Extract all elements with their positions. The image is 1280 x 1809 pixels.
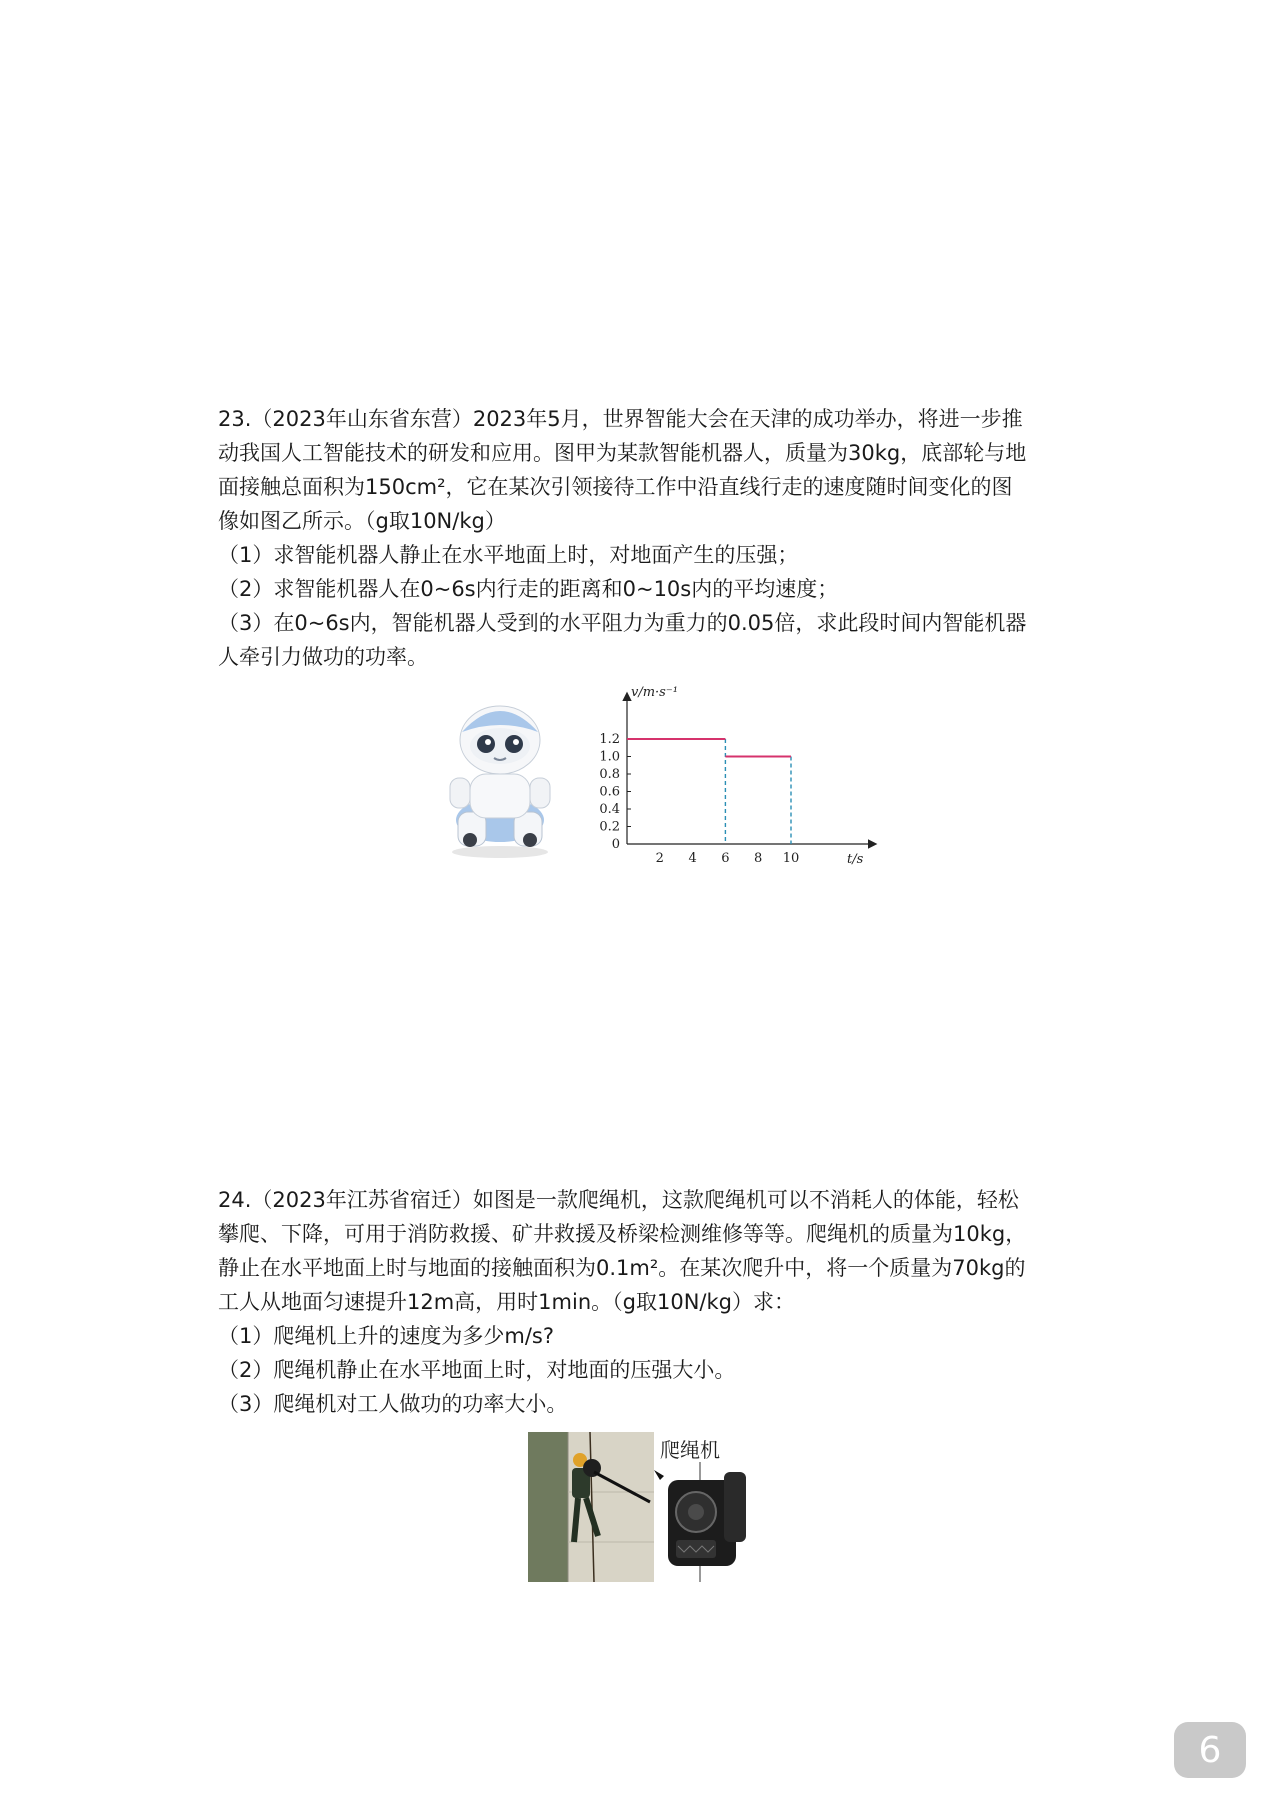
climber-photo bbox=[528, 1432, 654, 1582]
x-axis-label: t/s bbox=[847, 852, 864, 867]
problem-23-line: 面接触总面积为150cm²，它在某次引领接待工作中沿直线行走的速度随时间变化的图 bbox=[218, 475, 1013, 499]
x-tick-label: 2 bbox=[655, 851, 664, 866]
problem-23-line: （3）在0~6s内，智能机器人受到的水平阻力为重力的0.05倍，求此段时间内智能机器 bbox=[218, 611, 1027, 635]
velocity-time-chart bbox=[585, 686, 885, 876]
y-tick-label: 0.6 bbox=[599, 784, 620, 800]
problem-24-line: （1）爬绳机上升的速度为多少m/s? bbox=[218, 1324, 554, 1348]
problem-24 bbox=[218, 1183, 1080, 1421]
problem-24-line: （2）爬绳机静止在水平地面上时，对地面的压强大小。 bbox=[218, 1358, 736, 1382]
x-tick-label: 4 bbox=[688, 851, 697, 866]
rope-climber-label: 爬绳机 bbox=[660, 1438, 720, 1462]
problem-23-line: 像如图乙所示。（g取10N/kg） bbox=[218, 509, 506, 533]
problem-23-line: 23.（2023年山东省东营）2023年5月，世界智能大会在天津的成功举办，将进一步推 bbox=[218, 407, 1023, 431]
problem-24-line: 24.（2023年江苏省宿迁）如图是一款爬绳机，这款爬绳机可以不消耗人的体能，轻松 bbox=[218, 1188, 1019, 1212]
problem-24-line: （3）爬绳机对工人做功的功率大小。 bbox=[218, 1392, 568, 1416]
problem-24-line: 攀爬、下降，可用于消防救援、矿井救援及桥梁检测维修等等。爬绳机的质量为10kg， bbox=[218, 1222, 1027, 1246]
problem-23-line: 动我国人工智能技术的研发和应用。图甲为某款智能机器人，质量为30kg，底部轮与地 bbox=[218, 441, 1027, 465]
y-tick-label: 0 bbox=[611, 837, 620, 852]
x-tick-label: 6 bbox=[721, 851, 730, 866]
x-tick-label: 10 bbox=[782, 851, 800, 866]
y-tick-label: 0.2 bbox=[599, 819, 620, 835]
x-tick-label: 8 bbox=[754, 851, 763, 866]
y-tick-label: 0.8 bbox=[599, 767, 620, 782]
problem-24-line: 静止在水平地面上时与地面的接触面积为0.1m²。在某次爬升中，将一个质量为70kg的 bbox=[218, 1256, 1026, 1280]
rope-climber-device-icon bbox=[654, 1462, 754, 1582]
problem-24-line: 工人从地面匀速提升12m高，用时1min。（g取10N/kg）求： bbox=[218, 1290, 795, 1314]
y-axis-label: v/m·s⁻¹ bbox=[631, 686, 678, 700]
y-tick-label: 0.4 bbox=[599, 802, 620, 817]
problem-23-line: （1）求智能机器人静止在水平地面上时，对地面产生的压强； bbox=[218, 543, 799, 567]
page-number-badge: 6 bbox=[1174, 1722, 1246, 1778]
y-tick-label: 1.2 bbox=[599, 732, 620, 747]
robot-image bbox=[440, 692, 560, 860]
problem-23-line: 人牵引力做功的功率。 bbox=[218, 645, 428, 669]
problem-23-line: （2）求智能机器人在0~6s内行走的距离和0~10s内的平均速度； bbox=[218, 577, 839, 601]
problem-23 bbox=[218, 402, 1080, 674]
rope-climber-figure bbox=[654, 1432, 754, 1582]
y-tick-label: 1.0 bbox=[599, 749, 620, 765]
